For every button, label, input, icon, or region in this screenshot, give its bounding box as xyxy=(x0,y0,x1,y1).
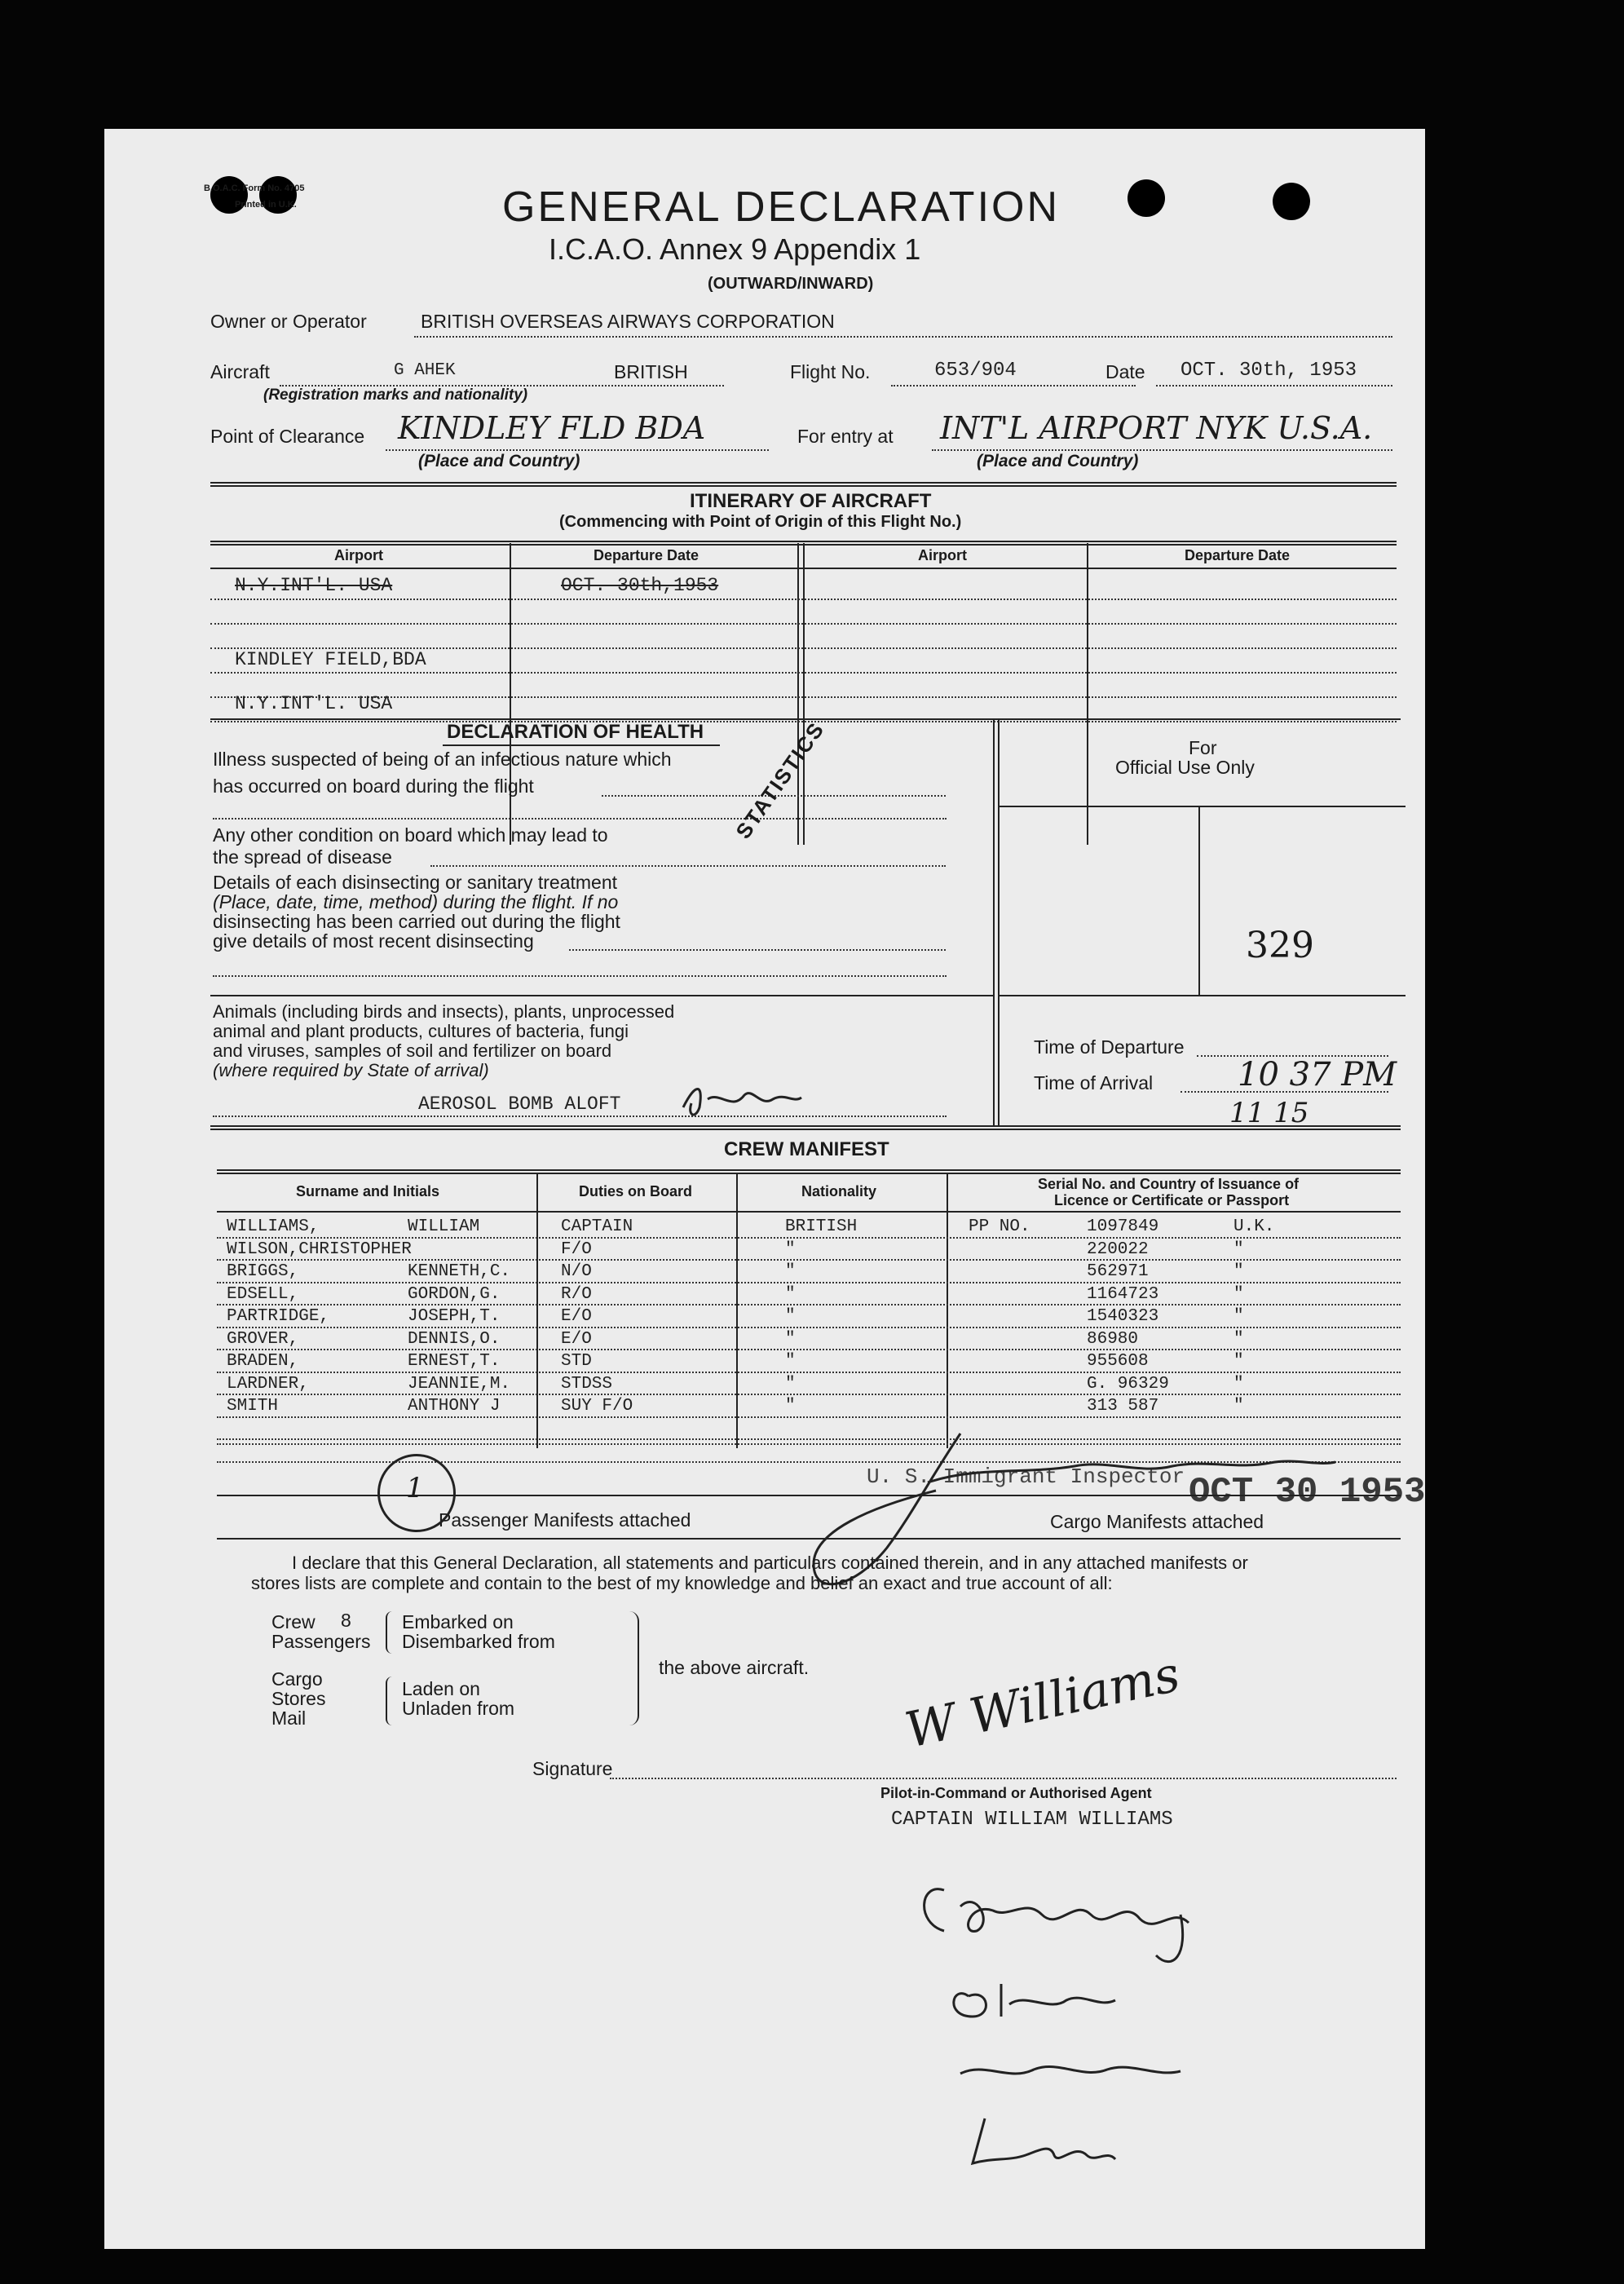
passengers-label: Passengers xyxy=(271,1631,371,1652)
circled-count-value: 1 xyxy=(406,1472,424,1504)
itinerary-row-line xyxy=(210,672,1397,674)
signature-line xyxy=(610,1778,1397,1779)
crew-duty: E/O xyxy=(561,1307,592,1326)
disinsecting-value: AEROSOL BOMB ALOFT xyxy=(418,1093,621,1115)
itinerary-airport-1: N.Y.INT'L. USA xyxy=(235,575,393,596)
crew-serial: 1164723 xyxy=(1087,1284,1159,1304)
itinerary-airport-4: N.Y.INT'L. USA xyxy=(235,693,393,714)
unladen-label: Unladen from xyxy=(402,1698,515,1719)
crew-passport-prefix: PP NO. xyxy=(969,1217,1030,1236)
inspection-stamp-date: OCT 30 1953 xyxy=(1189,1472,1426,1513)
crew-row-line xyxy=(217,1304,1401,1305)
date-value: OCT. 30th, 1953 xyxy=(1180,360,1357,382)
crew-row xyxy=(104,1351,1425,1374)
crew-count-value: 8 xyxy=(341,1610,351,1631)
pilot-signature: W Williams xyxy=(900,1646,1185,1760)
crew-initials: JOSEPH,T. xyxy=(408,1307,501,1326)
crew-surname: EDSELL, xyxy=(227,1284,299,1304)
arrival-value: 10 37 PM xyxy=(1238,1056,1397,1093)
declaration-line-1: I declare that this General Declaration, all statements and particulars contained therein, and in any attached manifests or xyxy=(292,1553,1248,1573)
health-q2-answer xyxy=(430,865,946,867)
official-box-divider xyxy=(1198,806,1200,995)
health-animals-rule xyxy=(210,995,993,996)
health-q4-line-4: (where required by State of arrival) xyxy=(213,1060,489,1080)
crew-duty: STD xyxy=(561,1352,592,1371)
aircraft-label: Aircraft xyxy=(210,361,270,382)
crew-serial: 1097849 xyxy=(1087,1217,1159,1236)
printed-in: Printed in U.K. xyxy=(235,200,297,210)
crew-duty: E/O xyxy=(561,1329,592,1349)
health-q2-line-1: Any other condition on board which may lead to xyxy=(213,824,608,846)
crew-row-line xyxy=(217,1259,1401,1261)
entry-label: For entry at xyxy=(797,426,894,447)
crew-country: " xyxy=(1233,1352,1244,1371)
health-q2-line-2: the spread of disease xyxy=(213,846,392,868)
brace xyxy=(386,1677,399,1725)
crew-initials: ANTHONY J xyxy=(408,1397,501,1416)
crew-serial: 562971 xyxy=(1087,1262,1149,1281)
signature-label: Signature xyxy=(532,1758,613,1779)
health-title-underline xyxy=(443,744,720,746)
crew-duty: R/O xyxy=(561,1284,592,1304)
pilot-caption: Pilot-in-Command or Authorised Agent xyxy=(880,1785,1152,1801)
crew-nationality: " xyxy=(785,1307,796,1326)
itinerary-header-date-2: Departure Date xyxy=(1185,547,1291,563)
passenger-manifest-label: Passenger Manifests attached xyxy=(439,1509,691,1531)
crew-title: CREW MANIFEST xyxy=(724,1138,889,1160)
crew-duty: CAPTAIN xyxy=(561,1217,633,1236)
itinerary-top-rule xyxy=(210,482,1397,487)
crew-surname: PARTRIDGE, xyxy=(227,1307,330,1326)
itinerary-header-date-1: Departure Date xyxy=(594,547,699,563)
owner-label: Owner or Operator xyxy=(210,311,367,332)
clearance-label: Point of Clearance xyxy=(210,426,365,447)
crew-top-rule xyxy=(210,1125,1401,1130)
date-line xyxy=(1156,385,1392,387)
mail-label: Mail xyxy=(271,1707,307,1729)
crew-nationality: " xyxy=(785,1397,796,1416)
crew-surname: BRIGGS, xyxy=(227,1262,299,1281)
flight-line xyxy=(891,385,1136,387)
official-title-1: For xyxy=(1189,737,1217,758)
punch-hole xyxy=(1128,179,1165,217)
health-q4-answer xyxy=(213,1115,947,1117)
owner-line xyxy=(414,336,1392,338)
crew-header-nationality: Nationality xyxy=(801,1183,877,1199)
clearance-caption: (Place and Country) xyxy=(418,452,580,470)
crew-country: " xyxy=(1233,1374,1244,1394)
health-title: DECLARATION OF HEALTH xyxy=(447,721,704,743)
health-q3-answer-2 xyxy=(213,975,947,977)
crew-country: " xyxy=(1233,1307,1244,1326)
crew-nationality: " xyxy=(785,1329,796,1349)
itinerary-col-4 xyxy=(1087,543,1088,845)
official-box-top xyxy=(998,806,1406,807)
crew-serial: 220022 xyxy=(1087,1239,1149,1259)
health-q1-answer-2 xyxy=(213,818,947,820)
crew-nationality: " xyxy=(785,1374,796,1394)
crew-surname: WILSON,CHRISTOPHER xyxy=(227,1239,412,1259)
statistics-stamp: STATISTICS xyxy=(730,717,830,844)
handwritten-initials xyxy=(911,1841,1254,2200)
crew-surname: SMITH xyxy=(227,1397,279,1416)
handwritten-note xyxy=(675,1075,805,1124)
crew-row xyxy=(104,1239,1425,1262)
health-divider-2 xyxy=(998,718,1000,1126)
crew-country: " xyxy=(1233,1284,1244,1304)
crew-country: " xyxy=(1233,1262,1244,1281)
direction-label: (OUTWARD/INWARD) xyxy=(708,275,874,293)
crew-surname: WILLIAMS, xyxy=(227,1217,320,1236)
crew-country: " xyxy=(1233,1329,1244,1349)
arrival-label: Time of Arrival xyxy=(1034,1072,1154,1093)
health-q1-line-2: has occurred on board during the flight xyxy=(213,775,534,797)
crew-initials: JEANNIE,M. xyxy=(408,1374,511,1394)
page-subtitle: I.C.A.O. Annex 9 Appendix 1 xyxy=(549,232,921,266)
crew-nationality: BRITISH xyxy=(785,1217,858,1236)
crew-duty: F/O xyxy=(561,1239,592,1259)
crew-nationality: " xyxy=(785,1262,796,1281)
inspector-label: U. S. Immigrant Inspector xyxy=(867,1464,1185,1489)
crew-country: U.K. xyxy=(1233,1217,1275,1236)
crew-header-serial-1: Serial No. and Country of Issuance of xyxy=(1038,1176,1300,1192)
crew-duty: STDSS xyxy=(561,1374,613,1394)
crew-country: " xyxy=(1233,1239,1244,1259)
crew-serial: G. 96329 xyxy=(1087,1374,1169,1394)
crew-initials: DENNIS,O. xyxy=(408,1329,501,1349)
clearance-line xyxy=(386,449,769,451)
crew-country: " xyxy=(1233,1397,1244,1416)
health-divider xyxy=(993,718,995,1126)
crew-nationality: " xyxy=(785,1352,796,1371)
date-label: Date xyxy=(1105,361,1145,382)
itinerary-row-line xyxy=(210,599,1397,600)
departure-label: Time of Departure xyxy=(1034,1036,1185,1058)
entry-value: INT'L AIRPORT NYK U.S.A. xyxy=(940,410,1373,446)
crew-initials: GORDON,G. xyxy=(408,1284,501,1304)
itinerary-col-1 xyxy=(510,543,511,845)
health-q3-line-1: Details of each disinsecting or sanitary treatment xyxy=(213,872,618,893)
crew-initials: ERNEST,T. xyxy=(408,1352,501,1371)
declaration-form xyxy=(104,129,1425,2249)
brace xyxy=(386,1611,399,1654)
health-q4-line-1: Animals (including birds and insects), plants, unprocessed xyxy=(213,1001,675,1022)
itinerary-row-line xyxy=(210,721,1397,722)
embarked-label: Embarked on xyxy=(402,1611,514,1632)
crew-duty: SUY F/O xyxy=(561,1397,633,1416)
crew-row xyxy=(104,1217,1425,1239)
itinerary-row-line xyxy=(210,623,1397,625)
crew-serial: 313 587 xyxy=(1087,1397,1159,1416)
crew-row xyxy=(104,1284,1425,1307)
crew-header-rule xyxy=(217,1169,1401,1174)
aircraft-nationality: BRITISH xyxy=(614,361,688,382)
itinerary-col-2 xyxy=(797,543,799,845)
punch-hole xyxy=(1273,183,1310,220)
aircraft-registration: G AHEK xyxy=(394,361,456,380)
arrival-value-2: 11 15 xyxy=(1229,1097,1309,1129)
crew-nationality: " xyxy=(785,1284,796,1304)
official-box-bottom xyxy=(998,995,1406,996)
crew-row-line xyxy=(217,1349,1401,1350)
form-number: B.O.A.C. Form No. 4705 xyxy=(204,183,305,193)
crew-initials: KENNETH,C. xyxy=(408,1262,511,1281)
health-q3-line-2: (Place, date, time, method) during the flight. If no xyxy=(213,891,619,912)
crew-row-line xyxy=(217,1237,1401,1239)
health-top-rule xyxy=(210,718,1401,720)
owner-value: BRITISH OVERSEAS AIRWAYS CORPORATION xyxy=(421,311,835,332)
itinerary-date-1: OCT. 30th,1953 xyxy=(561,575,719,596)
page-title: GENERAL DECLARATION xyxy=(502,183,1061,231)
itinerary-header-airport-2: Airport xyxy=(918,547,967,563)
itinerary-subtitle: (Commencing with Point of Origin of this Flight No.) xyxy=(559,513,962,531)
crew-header-serial-2: Licence or Certificate or Passport xyxy=(1054,1192,1290,1208)
crew-row-line xyxy=(217,1327,1401,1328)
crew-header-bottom xyxy=(217,1211,1401,1213)
cargo-label: Cargo xyxy=(271,1668,323,1690)
crew-serial: 86980 xyxy=(1087,1329,1139,1349)
itinerary-col-3 xyxy=(803,543,805,845)
crew-row xyxy=(104,1261,1425,1284)
stores-label: Stores xyxy=(271,1688,326,1709)
crew-header-surname: Surname and Initials xyxy=(296,1183,440,1199)
official-number: 329 xyxy=(1246,925,1314,966)
flight-number: 653/904 xyxy=(934,360,1017,382)
itinerary-header-airport-1: Airport xyxy=(334,547,383,563)
crew-initials: WILLIAM xyxy=(408,1217,480,1236)
clearance-value: KINDLEY FLD BDA xyxy=(398,410,706,446)
declaration-line-2: stores lists are complete and contain to the best of my knowledge and belief an exact and true account of all: xyxy=(251,1573,1113,1593)
crew-row xyxy=(104,1306,1425,1329)
captain-name: CAPTAIN WILLIAM WILLIAMS xyxy=(891,1809,1173,1831)
crew-serial: 1540323 xyxy=(1087,1307,1159,1326)
cargo-manifest-label: Cargo Manifests attached xyxy=(1050,1511,1264,1532)
health-q4-line-2: animal and plant products, cultures of bacteria, fungi xyxy=(213,1021,629,1041)
flight-label: Flight No. xyxy=(790,361,871,382)
crew-nationality: " xyxy=(785,1239,796,1259)
crew-count-label: Crew xyxy=(271,1611,316,1632)
itinerary-airport-3: KINDLEY FIELD,BDA xyxy=(235,649,426,670)
above-aircraft-label: the above aircraft. xyxy=(659,1657,810,1678)
health-q3-line-3: disinsecting has been carried out during the flight xyxy=(213,911,620,932)
official-title-2: Official Use Only xyxy=(1115,757,1255,778)
entry-caption: (Place and Country) xyxy=(977,452,1139,470)
crew-row xyxy=(104,1329,1425,1352)
crew-serial: 955608 xyxy=(1087,1352,1149,1371)
health-q3-answer xyxy=(569,949,946,951)
crew-duty: N/O xyxy=(561,1262,592,1281)
entry-line xyxy=(932,449,1392,451)
crew-surname: LARDNER, xyxy=(227,1374,309,1394)
crew-surname: BRADEN, xyxy=(227,1352,299,1371)
crew-surname: GROVER, xyxy=(227,1329,299,1349)
health-q3-line-4: give details of most recent disinsecting xyxy=(213,930,534,952)
crew-header-duties: Duties on Board xyxy=(579,1183,693,1199)
crew-row-line xyxy=(217,1372,1401,1373)
itinerary-title: ITINERARY OF AIRCRAFT xyxy=(690,490,932,512)
brace xyxy=(626,1611,639,1725)
laden-label: Laden on xyxy=(402,1678,480,1699)
health-q4-line-3: and viruses, samples of soil and fertilizer on board xyxy=(213,1040,612,1061)
health-q1-line-1: Illness suspected of being of an infectious nature which xyxy=(213,749,672,770)
crew-row-line xyxy=(217,1282,1401,1283)
disembarked-label: Disembarked from xyxy=(402,1631,555,1652)
registration-caption: (Registration marks and nationality) xyxy=(263,387,528,404)
